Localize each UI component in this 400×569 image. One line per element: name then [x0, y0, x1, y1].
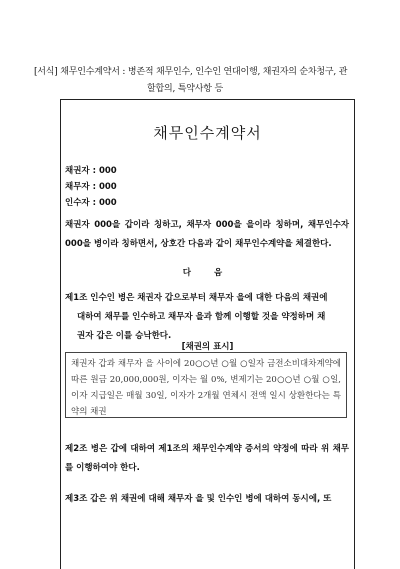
intro-paragraph: 채권자 000을 갑이라 칭하고, 채무자 000을 을이라 칭하며, 채무인수자 000을 병이라 칭하면서, 상호간 다음과 같이 채무인수계약을 체결한다. — [65, 220, 349, 249]
article-1-line1: 제1조 인수인 병은 채권자 갑으로부터 채무자 을에 대한 다음의 채권에 — [65, 293, 328, 303]
article-1 — [65, 289, 349, 346]
article-1-line3: 권자 갑은 이를 승낙한다. — [77, 331, 172, 341]
contract-document — [60, 99, 355, 569]
assignee-line: 인수자 : 000 — [65, 198, 117, 208]
article-3: 제3조 갑은 위 채권에 대해 채무자 을 및 인수인 병에 대하여 동시에, 또 — [65, 494, 332, 504]
claim-box: 채권자 갑과 채무자 을 사이에 20○○년 ○월 ○일자 금전소비대차계약에 따른 원금 20,000,000원, 이자는 월 0%, 변제기는 20○○년 ○월 ○일, 이자 지급일은 매월 30일, 이자가 2개월 연체시 전액 일시 상환한다는 특약의 채권 — [65, 352, 347, 418]
creditor-line: 채권자 : 000 — [65, 166, 117, 176]
da-eum-heading: 다 음 — [182, 268, 233, 278]
article-1-line2: 대하여 채무를 인수하고 채무자 을과 함께 이행할 것을 약정하며 채 — [77, 312, 326, 322]
document-title: 채무인수계약서 — [153, 124, 262, 142]
form-caption-line2: 할합의, 특약사항 등 — [147, 84, 223, 94]
form-caption-line1: [서식] 채무인수계약서 : 병존적 채무인수, 인수인 연대이행, 채권자의 순차청구, 관 — [34, 67, 348, 77]
debtor-line: 채무자 : 000 — [65, 182, 117, 192]
claim-heading: [채권의 표시] — [181, 342, 234, 352]
form-caption — [34, 64, 379, 98]
article-2: 제2조 병은 갑에 대하여 제1조의 채무인수계약 증서의 약정에 따라 위 채무를 이행하여야 한다. — [65, 444, 349, 473]
